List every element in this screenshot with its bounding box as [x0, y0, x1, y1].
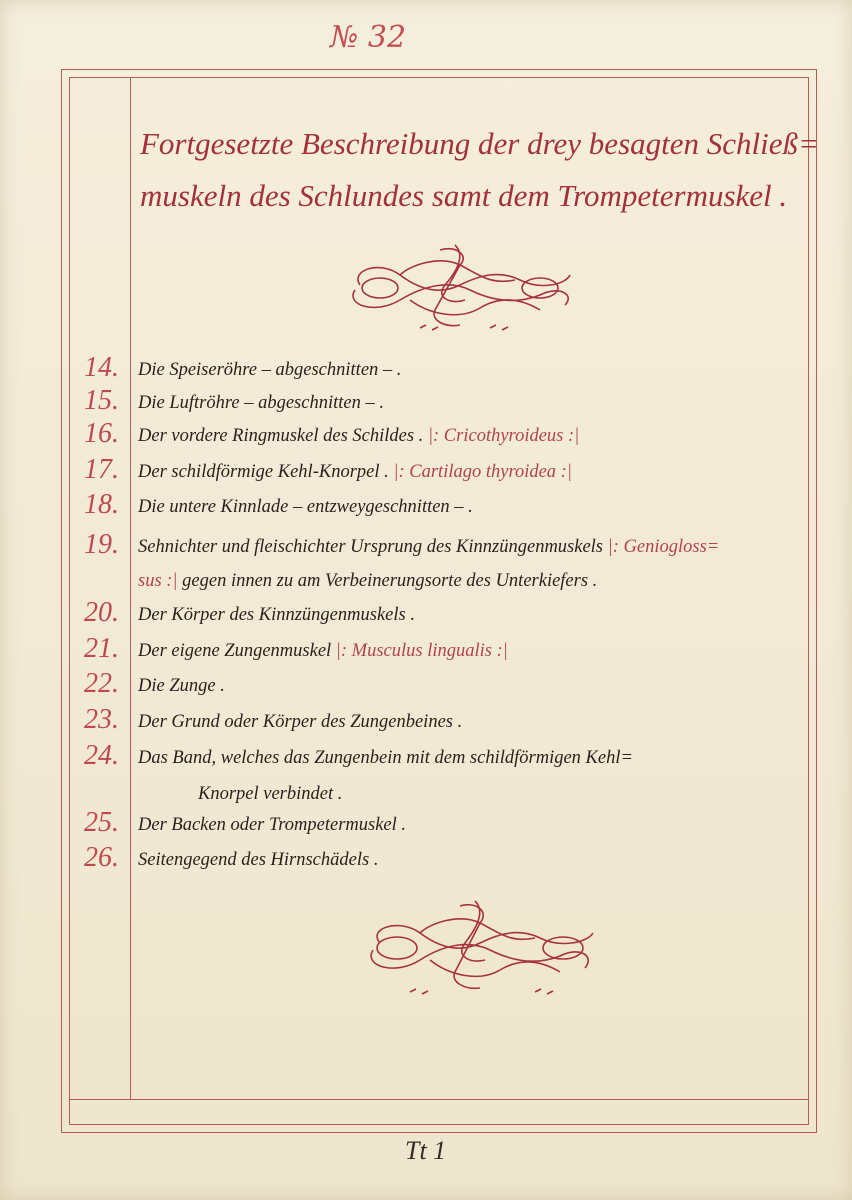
- item-text: Die Luftröhre – abgeschnitten – .: [138, 393, 384, 413]
- item-latin: |: Geniogloss=: [607, 537, 720, 557]
- item-continuation: [138, 571, 597, 592]
- item-german: Sehnichter und fleischichter Ursprung des Kinnzüngenmuskels: [138, 537, 604, 557]
- page-title: [140, 118, 819, 222]
- item-number: 19.: [84, 529, 119, 560]
- item-number: 22.: [84, 668, 119, 699]
- item-number: 26.: [84, 842, 119, 873]
- item-text: Der Backen oder Trompetermuskel .: [138, 815, 407, 835]
- page-number-top: № 32: [330, 20, 407, 55]
- item-continuation: Knorpel verbindet .: [198, 784, 343, 804]
- item-latin: |: Musculus lingualis :|: [335, 641, 508, 661]
- item-text: [138, 426, 579, 447]
- bottom-flourish-ornament: [355, 898, 605, 1003]
- top-flourish-ornament: [340, 240, 580, 335]
- item-german: Der vordere Ringmuskel des Schildes .: [138, 426, 424, 446]
- bottom-rule: [69, 1099, 809, 1100]
- item-text: Der Körper des Kinnzüngenmuskels .: [138, 605, 415, 625]
- item-text: Das Band, welches das Zungenbein mit dem schildförmigen Kehl=: [138, 748, 633, 768]
- item-number: 14.: [84, 352, 119, 383]
- item-german: Der schildförmige Kehl-Knorpel .: [138, 462, 389, 482]
- item-number: 21.: [84, 633, 119, 664]
- item-text: [138, 641, 508, 662]
- item-text: Die untere Kinnlade – entzweygeschnitten – .: [138, 497, 473, 517]
- item-text: [138, 462, 572, 483]
- title-line-2: muskeln des Schlundes samt dem Trompetermuskel .: [140, 178, 788, 213]
- item-number: 16.: [84, 418, 119, 449]
- folio-signature: Tt 1: [405, 1136, 447, 1165]
- item-number: 17.: [84, 454, 119, 485]
- item-number: 20.: [84, 597, 119, 628]
- item-german: Der eigene Zungenmuskel: [138, 641, 332, 661]
- item-german-cont: gegen innen zu am Verbeinerungsorte des Unterkiefers .: [177, 571, 598, 591]
- item-text: Seitengegend des Hirnschädels .: [138, 850, 379, 870]
- item-text: Die Zunge .: [138, 676, 225, 696]
- item-latin-cont: sus :|: [138, 571, 178, 591]
- item-number: 15.: [84, 385, 119, 416]
- item-text: Der Grund oder Körper des Zungenbeines .: [138, 712, 463, 732]
- item-text: [138, 537, 719, 558]
- item-number: 18.: [84, 489, 119, 520]
- left-margin-rule: [130, 77, 131, 1099]
- title-line-1: Fortgesetzte Beschreibung der drey besagten Schließ=: [140, 126, 819, 161]
- item-latin: |: Cartilago thyroidea :|: [393, 462, 572, 482]
- item-latin: |: Cricothyroideus :|: [427, 426, 580, 446]
- item-text: Die Speiseröhre – abgeschnitten – .: [138, 360, 402, 380]
- item-number: 23.: [84, 704, 119, 735]
- item-number: 24.: [84, 740, 119, 771]
- item-number: 25.: [84, 807, 119, 838]
